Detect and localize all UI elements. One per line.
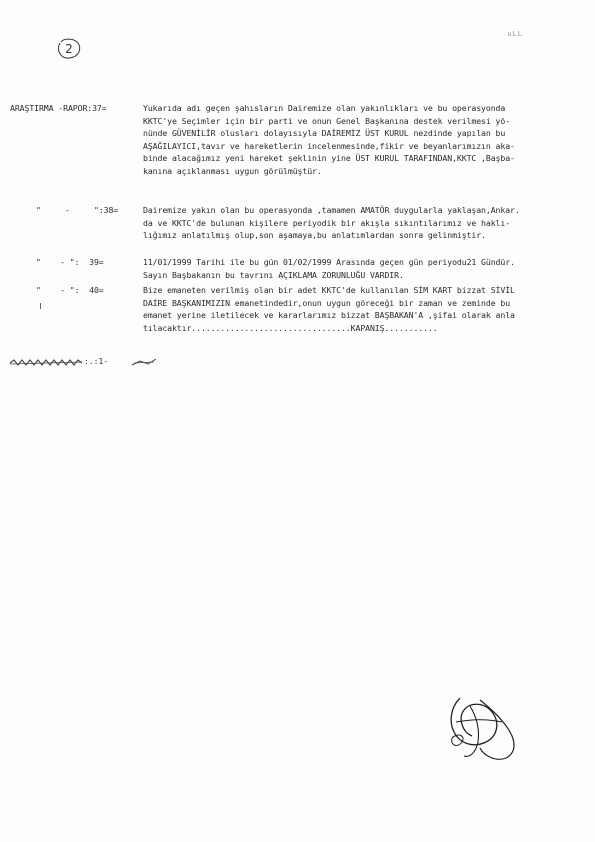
- entry-line: binde alacağımız yeni hareket şeklinin yine ÜST KURUL TARAFINDAN,KKTC ,Başba-: [143, 153, 515, 164]
- entry-line: DAİRE BAŞKANIMIZIN emanetindedir,onun uygun göreceği bir zaman ve zeminde bu: [143, 297, 511, 308]
- entry-label-38: " - ":38=: [36, 205, 119, 215]
- entry-line: lığımız anlatılmış olup,son aşamaya,bu anlatımlardan sonra gelinmiştir.: [143, 230, 486, 241]
- entry-line: Sayın Başbakanın bu tavrını AÇIKLAMA ZORUNLUĞU VARDIR.: [143, 269, 404, 280]
- struck-out-scribble: [8, 357, 158, 369]
- entry-label-39: " - ": 39=: [36, 257, 104, 267]
- corner-mark: uLL: [507, 30, 523, 38]
- handwritten-signature: [440, 692, 530, 764]
- entry-line: KKTC'ye Seçimler için bir parti ve onun Genel Başkanına destek verilmesi yö-: [143, 115, 511, 126]
- entry-line: tılacaktır.................................KAPANIŞ...........: [143, 322, 438, 333]
- entry-line: da ve KKTC'de bulunan kişilere periyodik bir akışla sıkıntılarımız ve haklı-: [143, 217, 511, 228]
- entry-line: Dairemize yakın olan bu operasyonda ,tamamen AMATÖR duygularla yaklaşan,Ankar.: [143, 205, 520, 215]
- entry-line: emanet yerine iletilecek ve kararlarımız bizzat BAŞBAKAN'A ,şifai olarak anla: [143, 310, 515, 321]
- entry-line: nünde GÜVENİLİR olusları dolayısıyla DAİREMİZ ÜST KURUL nezdinde yapılan bu: [143, 128, 506, 139]
- margin-tick: [40, 303, 41, 309]
- entry-line: 11/01/1999 Tarihi ile bu gün 01/02/1999 Arasında geçen gün periyodu21 Gündür.: [143, 257, 515, 267]
- entry-body-38: [143, 204, 579, 242]
- entry-body-37: [143, 102, 579, 178]
- entry-body-40: [143, 284, 579, 334]
- page-number-text: 2: [65, 42, 73, 56]
- entry-line: kanına açıklanması uygun görülmüştür.: [143, 165, 322, 176]
- entry-line: Bize emaneten verilmiş olan bir adet KKTC'de kullanılan SİM KART bizzat SİVİL: [143, 285, 515, 295]
- page-number: [58, 40, 80, 58]
- closing-mark: :.:1-: [84, 357, 109, 366]
- entry-label-37: ARAŞTIRMA -RAPOR:37=: [10, 103, 107, 113]
- entry-line: AŞAĞILAYICI,tavır ve hareketlerin incelenmesinde,fikir ve beyanlarımızın aka-: [143, 140, 515, 151]
- entry-line: Yukarıda adı geçen şahısların Dairemize olan yakınlıkları ve bu operasyonda: [143, 103, 506, 113]
- entry-body-39: [143, 256, 579, 281]
- entry-label-40: " - ": 40=: [36, 285, 104, 295]
